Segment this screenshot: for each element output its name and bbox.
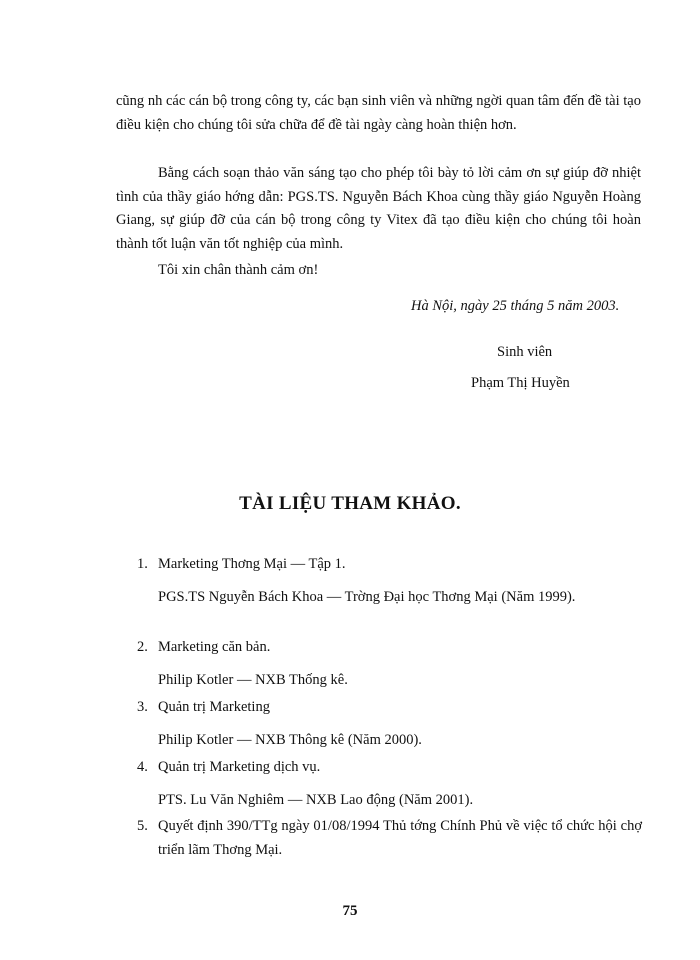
signature-name: Phạm Thị Huyền xyxy=(471,375,570,391)
thanks-line: Tôi xin chân thành cảm ơn! xyxy=(158,262,319,278)
reference-number: 3. xyxy=(137,699,148,715)
page-number: 75 xyxy=(342,903,358,919)
reference-title: Quyết định 390/TTg ngày 01/08/1994 Thủ tớng Chính Phủ về việc tổ chức hội chợ triển lãm Thơng Mại. xyxy=(158,818,642,858)
date-line: Hà Nội, ngày 25 tháng 5 năm 2003. xyxy=(411,298,620,314)
reference-title: Marketing căn bản. xyxy=(158,639,271,655)
reference-detail: Philip Kotler — NXB Thống kê. xyxy=(158,672,348,688)
reference-detail: PGS.TS Nguyễn Bách Khoa — Trờng Đại học Thơng Mại (Năm 1999). xyxy=(158,589,576,605)
continuation-paragraph: cũng nh các cán bộ trong công ty, các bạn sinh viên và những ngời quan tâm đến đề tài tạo điều kiện cho chúng tôi sửa chữa để đề tài ngày càng hoàn thiện hơn. xyxy=(116,93,641,133)
reference-item-3 xyxy=(137,695,642,752)
reference-detail: Philip Kotler — NXB Thông kê (Năm 2000). xyxy=(158,732,422,748)
reference-number: 2. xyxy=(137,639,148,655)
reference-item-2 xyxy=(137,635,642,692)
reference-item-1 xyxy=(137,552,642,609)
reference-detail: PTS. Lu Văn Nghiêm — NXB Lao động (Năm 2001). xyxy=(158,792,474,808)
signature-role: Sinh viên xyxy=(497,344,553,360)
reference-number: 5. xyxy=(137,818,148,834)
reference-title: Quản trị Marketing xyxy=(158,699,270,715)
references-heading: TÀI LIỆU THAM KHẢO. xyxy=(239,493,461,514)
acknowledgement-paragraph: Bằng cách soạn thảo văn sáng tạo cho phép tôi bày tỏ lời cảm ơn sự giúp đỡ nhiệt tình của thầy giáo hớng dẫn: PGS.TS. Nguyễn Bách Khoa cùng thầy giáo Nguyễn Hoàng Giang, sự giúp đỡ của cán bộ trong công ty Vitex đã tạo điều kiện cho chúng tôi hoàn thành tốt luận văn tốt nghiệp của mình. xyxy=(116,165,641,252)
reference-title: Quản trị Marketing dịch vụ. xyxy=(158,759,321,775)
reference-item-5 xyxy=(137,814,642,862)
reference-number: 1. xyxy=(137,556,148,572)
reference-item-4 xyxy=(137,755,642,812)
reference-number: 4. xyxy=(137,759,148,775)
reference-title: Marketing Thơng Mại — Tập 1. xyxy=(158,556,346,572)
